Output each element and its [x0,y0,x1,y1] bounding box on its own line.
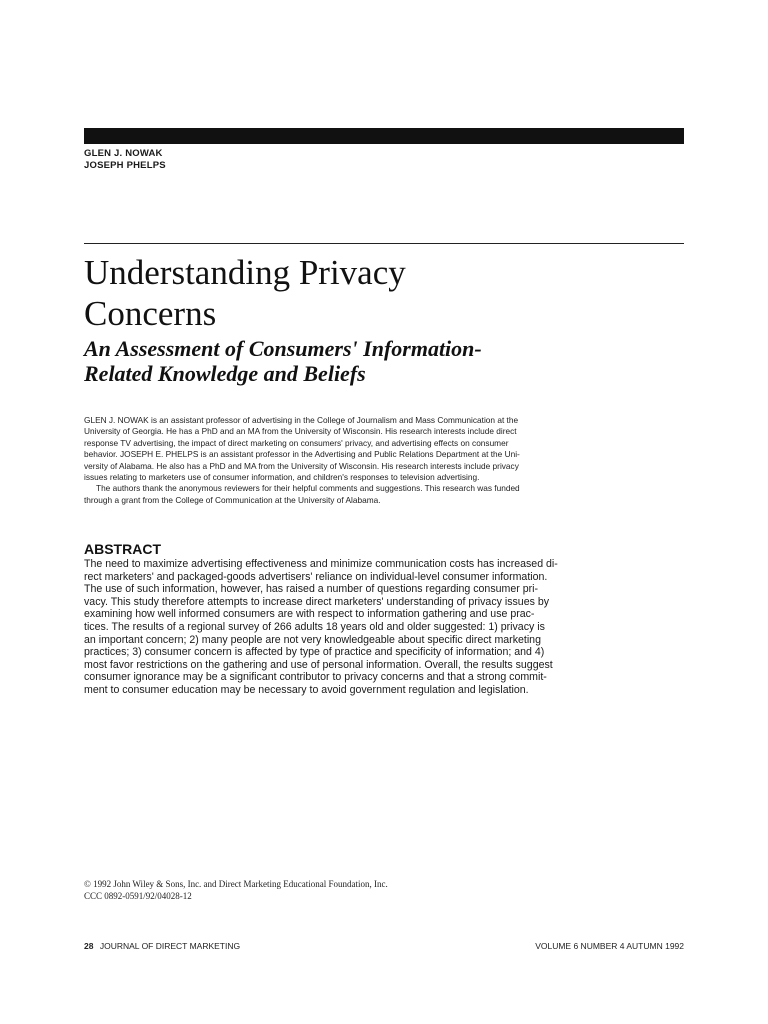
footer-issue: VOLUME 6 NUMBER 4 AUTUMN 1992 [535,941,684,951]
bio-line: GLEN J. NOWAK is an assistant professor of advertising in the College of Journalism and Mass Communication at the [84,415,519,425]
author-list [84,148,166,172]
subtitle-line: Related Knowledge and Beliefs [84,361,366,386]
abstract-line: consumer ignorance may be a significant contributor to privacy concerns and that a strong commit- [84,671,547,684]
title-line: Concerns [84,294,217,333]
article-subtitle [84,336,684,386]
bio-line: response TV advertising, the impact of direct marketing on consumers' privacy, and advertising effects on consumer [84,437,509,448]
copyright-line: © 1992 John Wiley & Sons, Inc. and Direct Marketing Educational Foundation, Inc. [84,879,388,889]
copyright-line: CCC 0892-0591/92/04028-12 [84,890,192,901]
abstract-line: The need to maximize advertising effectiveness and minimize communication costs has increased di- [84,558,558,570]
bio-line: issues relating to marketers use of consumer information, and children's responses to television advertising. [84,472,480,483]
subtitle-line: An Assessment of Consumers' Information- [84,336,482,361]
bio-line: versity of Alabama. He also has a PhD and MA from the University of Wisconsin. His research interests include privacy [84,460,519,471]
bio-line: University of Georgia. He has a PhD and an MA from the University of Wisconsin. His research interests include direct [84,426,517,437]
acknowledgment-line: through a grant from the College of Communication at the University of Alabama. [84,494,381,505]
acknowledgment-line: The authors thank the anonymous reviewers for their helpful comments and suggestions. This research was funded [96,483,520,494]
abstract-line: examining how well informed consumers are with respect to information gathering and use prac- [84,608,535,621]
title-rule [84,243,684,244]
title-line: Understanding Privacy [84,253,406,292]
author-bio [84,415,684,506]
bio-line: behavior. JOSEPH E. PHELPS is an assistant professor in the Advertising and Public Relations Department at the Uni- [84,449,520,460]
abstract-line: vacy. This study therefore attempts to increase direct marketers' understanding of privacy issues by [84,595,550,608]
journal-name: JOURNAL OF DIRECT MARKETING [99,941,241,951]
article-title [84,252,684,334]
abstract-line: tices. The results of a regional survey of 266 adults 18 years old and older suggested: 1) privacy is [84,620,545,633]
abstract-heading: ABSTRACT [84,541,161,557]
abstract-line: rect marketers' and packaged-goods advertisers' reliance on individual-level consumer information. [84,570,548,583]
abstract-line: ment to consumer education may be necessary to avoid government regulation and legislation. [84,683,529,696]
copyright-notice [84,879,584,902]
header-bar [84,128,684,144]
footer-journal [84,941,240,952]
abstract-line: The use of such information, however, has raised a number of questions regarding consumer pri- [84,583,539,596]
page-number: 28 [84,941,94,951]
author-name: GLEN J. NOWAK [84,148,163,159]
abstract-line: an important concern; 2) many people are not very knowledgeable about specific direct marketing [84,633,541,646]
abstract-line: most favor restrictions on the gathering and use of personal information. Overall, the results suggest [84,658,553,671]
author-name: JOSEPH PHELPS [84,160,166,171]
abstract-body [84,558,684,697]
abstract-line: practices; 3) consumer concern is affected by type of practice and specificity of information; and 4) [84,646,545,659]
